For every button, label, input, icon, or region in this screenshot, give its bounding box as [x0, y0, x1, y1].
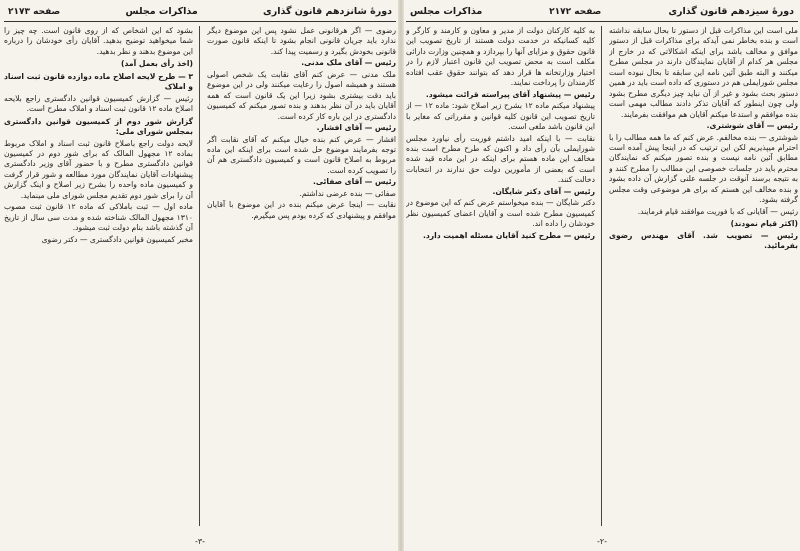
paragraph: بشود که این اشخاص که از روی قانون است. چه چیز را شما میخواهید توضیح بدهید. آقایان رأی خودشان را درباره این موضوع بدهند و نظر بدهید. — [4, 26, 193, 56]
paragraph: رئیس — مطرح کنید آقایان مسئله اهمیت دارد. — [422, 230, 595, 240]
paragraph: رئیس — آقای ملک مدنی. — [301, 58, 396, 68]
paragraph: ملی است این مذاکرات قبل از دستور تا بحال سابقه نداشته است و بنده بخاطر نمی آیدکه برای مذاکرات قبل از دستور موافق و مخالف باشد برای اینکه اشکالاتی که در خارج از مجلس هر کدام از آقایان نمایندگان دارند در مجلس مطرح میکنند و البته طبق آئین نامه این سابقه تا بحال نبوده است مجلس شورایملی هم در دستوری که داده است باید در همین دستور بحث بشود و غیر از آن نباید چیز دیگری مطرح بشود ولی چون اینطور که آقایان تذکر دادند مطالب مهمی است بنده موافقم و استدعا میکنم آقایان هم موافقت بفرمایند. — [609, 26, 798, 119]
paragraph: رئیس — تصویب شد. آقای مهندس رضوی بفرمائید. — [609, 230, 798, 251]
paragraph: افشار — عرض کنم بنده خیال میکنم که آقای نقابت اگر توجه بفرمایند موضوع حل شده است برای اینکه این ماده مربوط به اصلاح قانون است و کمیسیون دادگستری هم آن را تصویب کرده است. — [207, 134, 396, 175]
right-column-2 — [406, 26, 595, 526]
left-page — [4, 6, 396, 546]
paragraph: ملک مدنی — عرض کنم آقای نقابت یک شخص اصولی هستند و همیشه اصول را رعایت میکنند ولی در این موضوع باید دقت بیشتری بشود زیرا این یک قانون است که همه آقایان باید در آن نظر بدهند و بنده تصور میکنم که کمیسیون دادگستری در این باره کار کرده است. — [207, 69, 396, 121]
left-header-title: دورهٔ شانزدهم قانون گذاری — [263, 6, 392, 17]
right-folio: -۲- — [596, 537, 608, 546]
paragraph: رئیس — آقای دکتر شایگان. — [492, 186, 595, 196]
paragraph: رضوی — اگر هرقانونی عمل نشود پس این موضوع دیگر ندارد باید جریان قانونی انجام بشود تا اینکه قانون صورت قانونی بخودش بگیرد و رسمیت پیدا کند. — [207, 26, 396, 56]
paragraph: رئیس — آقایانی که با فوریت موافقند قیام فرمایند. — [637, 206, 798, 216]
vote-note: (اخذ رأی بعمل آمد) — [121, 59, 193, 69]
paragraph: ماده اول — ثبت باملاکی که ماده ۱۲ قانون ثبت مصوب ۱۳۱۰ مجهول المالک شناخته شده و مدت سی سال از تاریخ آن گذشته باشد بنام دولت ثبت میشود. — [4, 202, 193, 233]
section-heading: ۳ — طرح لایحه اصلاح ماده دوازده قانون ثبت اسناد و املاک — [4, 71, 193, 92]
paragraph: صفائی — بنده عرضی نداشتم. — [299, 188, 396, 198]
left-columns — [4, 26, 396, 526]
left-column-1 — [207, 26, 396, 526]
paragraph: رئیس — پیشنهاد آقای پیراسته قرائت میشود. — [425, 89, 595, 99]
paragraph: رئیس — آقای صفائی. — [312, 177, 396, 187]
right-page — [406, 6, 798, 546]
left-page-header — [4, 6, 396, 22]
paragraph: رئیس — آقای افشار. — [316, 123, 396, 133]
paragraph: لایحه دولت راجع باصلاح قانون ثبت اسناد و املاک مربوط بماده ۱۲ مجهول المالک که برای شور دوم در کمیسیون قوانین دادگستری مطرح و با حضور آقای وزیر دادگستری پیشنهادات آقایان نمایندگان مورد مطالعه و شور قرار گرفت و کمیسیون ماده واحده را بشرح زیر اصلاح و اینک گزارش آن را برای شور دوم تقدیم مجلس شورای ملی مینماید. — [4, 138, 193, 200]
right-header-title: دورهٔ سیزدهم قانون گذاری — [668, 6, 794, 17]
paragraph: مخبر کمیسیون قوانین دادگستری — دکتر رضوی — [41, 234, 193, 244]
column-rule — [199, 26, 200, 526]
left-page-number: صفحه ۲۱۷۳ — [8, 7, 61, 17]
right-header-session: مذاکرات مجلس — [410, 6, 483, 17]
paragraph: رئیس — گزارش کمیسیون قوانین دادگستری راجع بلایحه اصلاح ماده ۱۲ قانون ثبت اسناد و املاک مطرح است. — [4, 93, 193, 114]
left-column-2 — [4, 26, 193, 526]
report-heading: گزارش شور دوم از کمیسیون قوانین دادگستری بمجلس شورای ملی: — [4, 116, 193, 137]
vote-note: (اکثر قیام نمودند) — [730, 219, 798, 229]
book-gutter — [398, 0, 404, 551]
right-page-number: صفحه ۲۱۷۲ — [549, 7, 602, 17]
paragraph: دکتر شایگان — بنده میخواستم عرض کنم که این موضوع در کمیسیون مطرح شده است و آقایان اعضای کمیسیون نظر خودشان را داده اند. — [406, 198, 595, 229]
left-folio: -۳- — [194, 537, 206, 546]
paragraph: نقابت — با اینکه امید داشتم فوریت رأی نیاورد مجلس شورایملی بآن رأی داد و اکنون که طرح مطرح است بنده مخالف این ماده هستم برای اینکه در این ماده قید شده است که بعضی از مأمورین دولت حق ندارند در انتخابات دخالت کنند. — [406, 133, 595, 185]
right-column-1 — [609, 26, 798, 526]
paragraph: پیشنهاد میکنم ماده ۱۲ بشرح زیر اصلاح شود: ماده ۱۲ — از تاریخ تصویب این قانون کلیه قوانین و مقرراتی که مغایر با این قانون باشد ملغی است. — [406, 101, 595, 132]
right-columns — [406, 26, 798, 526]
column-rule — [601, 26, 602, 526]
right-page-header — [406, 6, 798, 22]
paragraph: شوشتری — بنده مخالفم. عرض کنم که ما همه مطالب را با احترام میپذیریم لکن این ترتیب که در اینجا پیش آمده است مطابق آئین نامه نیست و بنده تصور میکنم که نمایندگان محترم باید در جلسات خصوصی این مطالب را مطرح کنند و به نتیجه برسند آنوقت در جلسه علنی گزارش آن داده بشود و بنده مخالف این هستم که برای هر موضوعی وقت مجلس گرفته بشود. — [609, 132, 798, 205]
paragraph: به کلیه کارکنان دولت از مدیر و معاون و کارمند و کارگر و کلیه کسانیکه در خدمت دولت هستند از تاریخ تصویب این قانون حقوق و مزایای آنها را بپردازد و همچنین وزارت دارائی مکلف است به محض تصویب این قانون اعتبار لازم را در اختیار وزارتخانه ها قرار دهد که بتوانند حقوق عقب افتاده کارمندان را پرداخت نمایند. — [406, 26, 595, 88]
paragraph: رئیس — آقای شوشتری. — [706, 121, 798, 131]
paragraph: نقابت — اینجا عرض میکنم بنده در این موضوع با آقایان موافقم و پیشنهادی که کرده بودم پس میگیرم. — [207, 200, 396, 220]
left-header-session: مذاکرات مجلس — [125, 6, 198, 17]
